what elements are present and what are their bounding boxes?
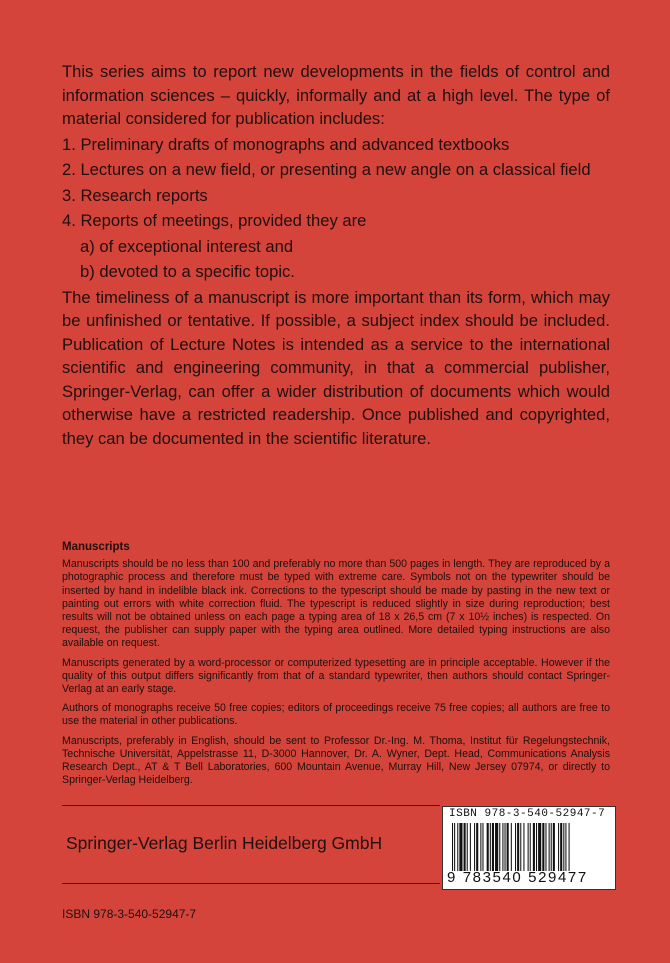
manuscripts-section <box>62 541 610 793</box>
list-item: 4. Reports of meetings, provided they are <box>62 211 367 230</box>
list-subitem: a) of exceptional interest and <box>80 236 294 256</box>
divider-top <box>62 805 440 806</box>
barcode-bars <box>451 823 607 871</box>
manuscripts-paragraph: Manuscripts should be no less than 100 and preferably no more than 500 pages in length. They are reproduced by a photographic process and therefore must be typed with extreme care. Symbols not on the typewriter should be inserted by hand in indelible black ink. Corrections to the typescript should be made by pasting in the new text or painting out errors with white correction fluid. The typescript is reduced slightly in size during reproduction; best results will not be obtained unless on each page a typing area of 18 x 26,5 cm (7 x 10½ inches) is respected. On request, the publisher can supply paper with the typing area outlined. More detailed typing instructions are also available on request. <box>62 558 610 650</box>
divider-bottom <box>62 883 440 884</box>
publisher-name: Springer-Verlag Berlin Heidelberg GmbH <box>66 833 383 853</box>
manuscripts-paragraph: Manuscripts generated by a word-processor or computerized typesetting are in principle acceptable. However if the quality of this output differs significantly from that of a standard typewriter, then authors should contact Springer-Verlag at an early stage. <box>62 656 610 696</box>
manuscripts-paragraph: Authors of monographs receive 50 free copies; editors of proceedings receive 75 free copies; all authors are free to use the material in other publications. <box>62 702 610 728</box>
section-heading: Manuscripts <box>62 541 130 553</box>
manuscripts-paragraph: Manuscripts, preferably in English, should be sent to Professor Dr.-Ing. M. Thoma, Institut für Regelungstechnik, Technische Universität, Appelstrasse 11, D-3000 Hannover, Dr. A. Wyner, Dept. Head, Communications Analysis Research Dept., AT & T Bell Laboratories, 600 Mountain Avenue, Murray Hill, New Jersey 07974, or directly to Springer-Verlag Heidelberg. <box>62 734 610 787</box>
list-item: 3. Research reports <box>62 185 208 205</box>
intro-paragraph: This series aims to report new developments in the fields of control and information sciences – quickly, informally and at a high level. The type of material considered for publication includes: <box>62 62 610 128</box>
isbn-text: ISBN 978-3-540-52947-7 <box>62 907 197 921</box>
material-list <box>62 133 610 284</box>
barcode <box>442 806 616 890</box>
timeliness-paragraph: The timeliness of a manuscript is more important than its form, which may be unfinished or tentative. If possible, a subject index should be included. Publication of Lecture Notes is intended as a service to the international scientific and engineering community, in that a commercial publisher, Springer-Verlag, can offer a wider distribution of documents which would otherwise have a restricted readership. Once published and copyrighted, they can be documented in the scientific literature. <box>62 287 610 448</box>
barcode-isbn: ISBN 978-3-540-52947-7 <box>449 808 606 820</box>
list-item: 2. Lectures on a new field, or presenting a new angle on a classical field <box>62 160 591 179</box>
barcode-digits: 9 783540 529477 <box>447 869 588 886</box>
list-subitem: b) devoted to a specific topic. <box>80 262 295 281</box>
list-item: 1. Preliminary drafts of monographs and advanced textbooks <box>62 134 510 154</box>
series-description <box>62 60 610 450</box>
